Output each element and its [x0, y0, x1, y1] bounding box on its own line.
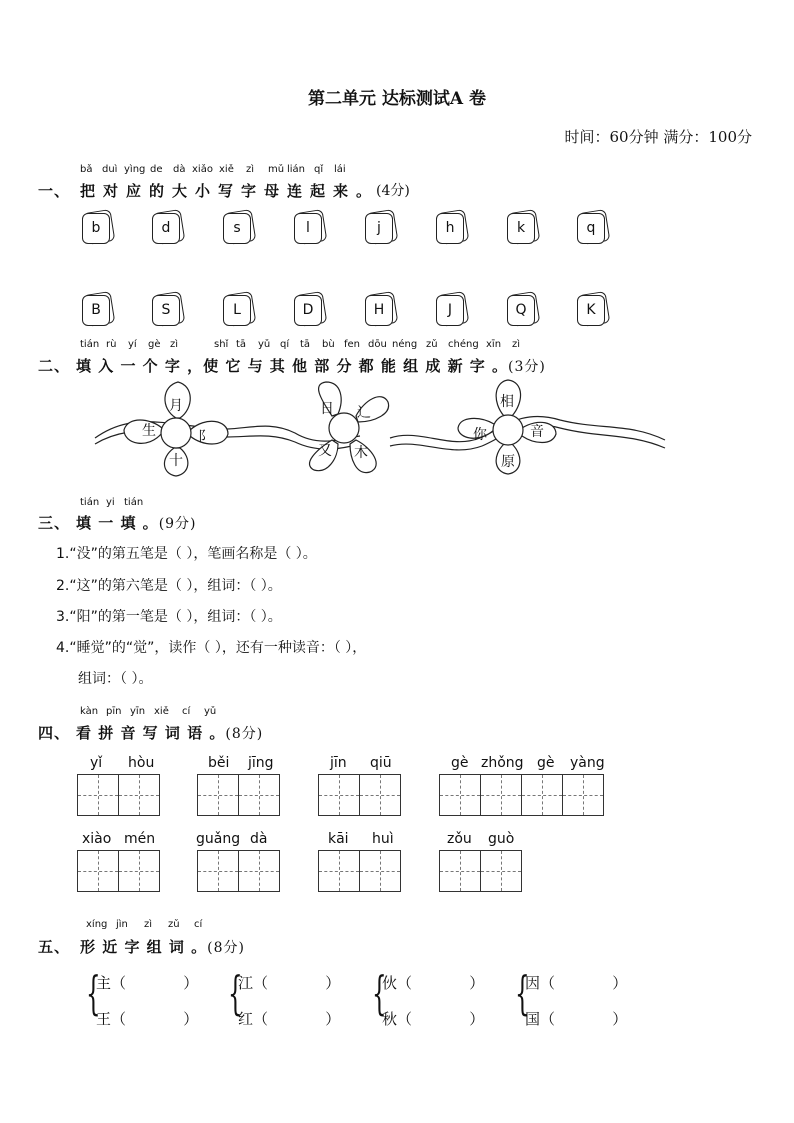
similar-char-pair — [372, 966, 512, 1032]
writing-grid[interactable] — [77, 774, 159, 816]
section1-pinyin — [80, 164, 400, 176]
letter-card-upper[interactable]: L — [223, 292, 253, 324]
pinyin: lái — [334, 164, 346, 175]
pinyin: qǐ — [314, 164, 324, 175]
section2-pinyin — [80, 339, 560, 351]
writing-grid[interactable] — [318, 774, 400, 816]
hanzi: 母 — [264, 182, 280, 200]
pinyin: zǔ — [426, 339, 438, 350]
section4-pinyin — [80, 706, 280, 718]
pinyin: gè — [148, 339, 161, 350]
brace-icon: { — [515, 966, 530, 1020]
question-2: 2.“这”的第六笔是（ ），组词：（ ）。 — [56, 578, 282, 594]
pair-line[interactable]: 伙（ ） — [382, 974, 485, 992]
pinyin: xīn — [486, 339, 502, 350]
question-4: 4.“睡觉”的“觉”，读作（ ），还有一种读音：（ ）， — [56, 640, 367, 656]
pinyin: xiě — [219, 164, 234, 175]
section-points: (8分) — [207, 940, 245, 956]
section-instruction: 形 近 字 组 词 。 — [80, 938, 208, 956]
letter-card-lower[interactable]: j — [365, 210, 395, 242]
letter-card-upper[interactable]: Q — [507, 292, 537, 324]
word-pinyin: zhǒng — [481, 755, 524, 771]
section5-pinyin — [86, 919, 236, 931]
pinyin: tián — [124, 497, 144, 508]
section-points: (3分) — [508, 359, 546, 375]
pinyin: néng — [392, 339, 418, 350]
pinyin: bù — [322, 339, 335, 350]
letter-card-lower[interactable]: s — [223, 210, 253, 242]
pinyin: fen — [344, 339, 361, 350]
letter-card-lower[interactable]: h — [436, 210, 466, 242]
word-pinyin: dà — [250, 831, 268, 847]
section1-heading — [38, 180, 70, 201]
hanzi: 。 — [356, 182, 372, 200]
word-pinyin: yàng — [570, 755, 605, 771]
pinyin: rù — [106, 339, 117, 350]
pinyin: zì — [144, 919, 153, 930]
hanzi: 来 — [333, 182, 349, 200]
pinyin: dà — [173, 164, 186, 175]
flower3-left-char: 你 — [473, 427, 487, 443]
pinyin: cí — [194, 919, 203, 930]
pinyin: xiě — [154, 706, 169, 717]
writing-grid[interactable] — [197, 850, 279, 892]
pair-line[interactable]: 王（ ） — [96, 1010, 199, 1028]
pinyin: xiǎo — [192, 164, 213, 175]
word-pinyin: yǐ — [90, 755, 103, 771]
section5-heading — [38, 936, 245, 957]
letter-card-lower[interactable]: b — [82, 210, 112, 242]
section-points: (4分) — [376, 183, 410, 199]
word-pinyin: kāi — [328, 831, 349, 847]
pinyin: yí — [128, 339, 137, 350]
section-number: 一、 — [38, 182, 71, 200]
word-pinyin: jīn — [330, 755, 347, 771]
pinyin: qí — [280, 339, 290, 350]
pinyin: mǔ — [268, 164, 285, 175]
word-pinyin: gè — [537, 755, 555, 771]
letter-card-lower[interactable]: l — [294, 210, 324, 242]
letter-card-lower[interactable]: k — [507, 210, 537, 242]
pinyin: zì — [170, 339, 179, 350]
brace-icon: { — [86, 966, 101, 1020]
section-instruction: 看 拼 音 写 词 语 。 — [76, 724, 226, 742]
hanzi: 连 — [287, 182, 303, 200]
writing-grid[interactable] — [197, 774, 279, 816]
pair-line[interactable]: 秋（ ） — [382, 1010, 485, 1028]
pinyin: tián — [80, 339, 100, 350]
pinyin: duì — [102, 164, 118, 175]
hanzi: 写 — [218, 182, 234, 200]
question-3: 3.“阳”的第一笔是（ ），组词：（ ）。 — [56, 609, 282, 625]
section-instruction: 填 一 填 。 — [76, 514, 159, 532]
letter-card-upper[interactable]: K — [577, 292, 607, 324]
section2-heading — [38, 355, 546, 376]
flower2-bottom-right-char: 木 — [354, 445, 368, 461]
pinyin: tā — [300, 339, 311, 350]
pinyin: bǎ — [80, 164, 93, 175]
letter-card-upper[interactable]: S — [152, 292, 182, 324]
word-pinyin: xiào — [82, 831, 112, 847]
letter-card-lower[interactable]: d — [152, 210, 182, 242]
writing-grid[interactable] — [318, 850, 400, 892]
flower1-bottom-char: 十 — [169, 453, 183, 469]
hanzi: 应 — [126, 182, 142, 200]
question-1: 1.“没”的第五笔是（ ），笔画名称是（ ）。 — [56, 546, 317, 562]
section-points: (8分) — [225, 726, 264, 742]
section4-heading — [38, 722, 263, 743]
section-number: 四、 — [38, 724, 71, 742]
flower2-bottom-left-char: 又 — [318, 443, 332, 459]
pair-line[interactable]: 江（ ） — [238, 974, 341, 992]
flower3-bottom-char: 原 — [501, 454, 515, 470]
pinyin: tián — [80, 497, 100, 508]
pair-line[interactable]: 因（ ） — [525, 974, 628, 992]
hanzi: 把 — [80, 182, 96, 200]
pinyin: pīn — [106, 706, 122, 717]
pinyin: zǔ — [168, 919, 180, 930]
time-and-score: 时间：60分钟 满分：100分 — [564, 128, 752, 146]
section3-heading — [38, 512, 197, 533]
flower1-top-char: 月 — [169, 398, 183, 414]
question-4-continued: 组词：（ ）。 — [78, 671, 153, 687]
writing-grid[interactable] — [77, 850, 159, 892]
brace-icon: { — [372, 966, 387, 1020]
hanzi: 起 — [310, 182, 326, 200]
pinyin: yǔ — [204, 706, 217, 717]
writing-grid[interactable] — [439, 774, 603, 816]
letter-card-lower[interactable]: q — [577, 210, 607, 242]
letter-card-upper[interactable]: D — [294, 292, 324, 324]
section-points: (9分) — [158, 516, 197, 532]
pinyin: jìn — [116, 919, 128, 930]
flower2-top-right-char: 辶 — [357, 405, 371, 421]
flower3-right-char: 音 — [530, 424, 544, 440]
pinyin: de — [150, 164, 163, 175]
word-pinyin: jīng — [248, 755, 274, 771]
pinyin: yìng — [124, 164, 146, 175]
pinyin: zì — [512, 339, 521, 350]
flower1-right-char: 阝 — [198, 429, 212, 445]
pinyin: yīn — [130, 706, 146, 717]
section-number: 二、 — [38, 357, 71, 375]
section-number: 三、 — [38, 514, 71, 532]
word-pinyin: gè — [451, 755, 469, 771]
hanzi: 对 — [103, 182, 119, 200]
pinyin: zì — [246, 164, 255, 175]
word-pinyin: guǎng — [196, 831, 241, 847]
letter-card-upper[interactable]: J — [436, 292, 466, 324]
flower3-top-char: 相 — [500, 394, 514, 410]
word-pinyin: mén — [124, 831, 156, 847]
writing-grid[interactable] — [439, 850, 521, 892]
section1-text — [80, 180, 480, 200]
pair-line[interactable]: 红（ ） — [238, 1010, 341, 1028]
hanzi: 字 — [241, 182, 257, 200]
word-pinyin: zǒu — [447, 831, 472, 847]
similar-char-pair — [86, 966, 226, 1032]
letter-card-upper[interactable]: B — [82, 292, 112, 324]
word-pinyin: běi — [208, 755, 230, 771]
pinyin: dōu — [368, 339, 387, 350]
flower2-top-left-char: 日 — [320, 401, 334, 417]
pinyin: tā — [236, 339, 247, 350]
section-number: 五、 — [38, 938, 71, 956]
word-pinyin: hòu — [128, 755, 155, 771]
section3-pinyin — [80, 497, 180, 509]
similar-char-pair — [228, 966, 368, 1032]
word-pinyin: guò — [488, 831, 515, 847]
pinyin: cí — [182, 706, 191, 717]
pinyin: lián — [287, 164, 306, 175]
section-instruction: 填 入 一 个 字 ，使 它 与 其 他 部 分 都 能 组 成 新 字 。 — [76, 357, 509, 375]
word-pinyin: qiū — [370, 755, 392, 771]
brace-icon: { — [228, 966, 243, 1020]
hanzi: 的 — [149, 182, 165, 200]
page-title: 第二单元 达标测试A 卷 — [307, 89, 487, 109]
hanzi: 小 — [195, 182, 211, 200]
pinyin: shǐ — [214, 339, 229, 350]
pair-line[interactable]: 主（ ） — [96, 974, 199, 992]
pinyin: yi — [106, 497, 115, 508]
pinyin: kàn — [80, 706, 99, 717]
word-pinyin: huì — [372, 831, 394, 847]
letter-card-upper[interactable]: H — [365, 292, 395, 324]
similar-char-pair — [515, 966, 655, 1032]
pinyin: xíng — [86, 919, 108, 930]
flower1-left-char: 生 — [142, 423, 156, 439]
pinyin: chéng — [448, 339, 479, 350]
hanzi: 大 — [172, 182, 188, 200]
pair-line[interactable]: 国（ ） — [525, 1010, 628, 1028]
pinyin: yǔ — [258, 339, 271, 350]
